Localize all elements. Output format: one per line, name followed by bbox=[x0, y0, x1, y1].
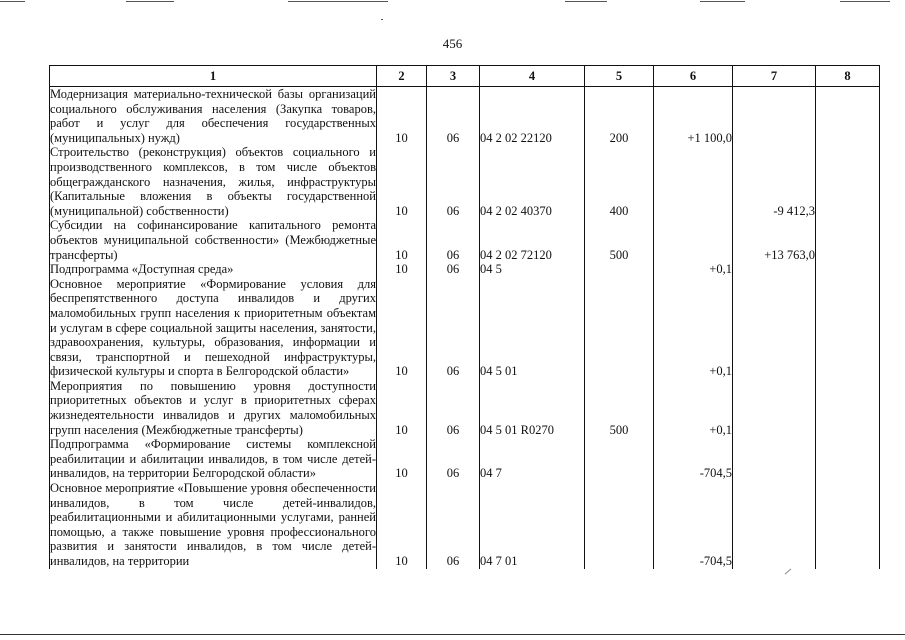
amount-col6: -704,5 bbox=[654, 437, 733, 481]
section-code: 10 bbox=[377, 379, 427, 437]
amount-col8 bbox=[816, 218, 880, 262]
subsection-code: 06 bbox=[427, 379, 480, 437]
column-header: 3 bbox=[427, 66, 480, 87]
subsection-code: 06 bbox=[427, 277, 480, 379]
amount-col6 bbox=[654, 145, 733, 218]
page-number: 456 bbox=[442, 36, 463, 51]
expense-type-code: 400 bbox=[585, 145, 654, 218]
table-row bbox=[50, 277, 880, 379]
amount-col8 bbox=[816, 87, 880, 146]
amount-col6: +0,1 bbox=[654, 379, 733, 437]
target-item-code: 04 5 01 bbox=[480, 277, 585, 379]
amount-col8 bbox=[816, 145, 880, 218]
scan-artifact bbox=[381, 19, 383, 20]
expense-type-code bbox=[585, 262, 654, 277]
subsection-code: 06 bbox=[427, 481, 480, 569]
expense-type-code bbox=[585, 437, 654, 481]
amount-col6: -704,5 bbox=[654, 481, 733, 569]
row-description: Основное мероприятие «Повышение уровня обеспеченности инвалидов, в том числе детей-инвалидов, реабилитационными и абилитационными услугами, ранней помощью, а также повышение уровня профессионального развития и занятости инвалидов, в том числе детей-инвалидов, на территории bbox=[50, 481, 376, 568]
section-code: 10 bbox=[377, 437, 427, 481]
row-description: Субсидии на софинансирование капитального ремонта объектов муниципальной собственности» (Межбюджетные трансферты) bbox=[50, 218, 376, 262]
amount-col7: +13 763,0 bbox=[733, 218, 816, 262]
table-row bbox=[50, 437, 880, 481]
expense-type-code bbox=[585, 481, 654, 569]
amount-col7 bbox=[733, 277, 816, 379]
amount-col8 bbox=[816, 379, 880, 437]
row-description: Подпрограмма «Доступная среда» bbox=[50, 262, 377, 277]
expense-type-code: 500 bbox=[585, 218, 654, 262]
table-row bbox=[50, 145, 880, 218]
amount-col7 bbox=[733, 481, 816, 569]
table-row bbox=[50, 262, 880, 277]
scan-artifact bbox=[126, 1, 174, 2]
expense-type-code: 500 bbox=[585, 379, 654, 437]
subsection-code: 06 bbox=[427, 262, 480, 277]
target-item-code: 04 2 02 40370 bbox=[480, 145, 585, 218]
scan-artifact bbox=[288, 1, 388, 2]
subsection-code: 06 bbox=[427, 437, 480, 481]
subsection-code: 06 bbox=[427, 87, 480, 146]
page-bottom-edge bbox=[0, 634, 905, 635]
amount-col8 bbox=[816, 262, 880, 277]
column-header: 5 bbox=[585, 66, 654, 87]
amount-col8 bbox=[816, 481, 880, 569]
column-header: 2 bbox=[377, 66, 427, 87]
table-row bbox=[50, 218, 880, 262]
section-code: 10 bbox=[377, 145, 427, 218]
table-row bbox=[50, 379, 880, 437]
budget-table bbox=[49, 65, 880, 569]
column-header: 1 bbox=[50, 66, 377, 87]
row-description: Модернизация материально-технической базы организаций социального обслуживания населения (Закупка товаров, работ и услуг для обеспечения государственных (муниципальных) нужд) bbox=[50, 87, 376, 145]
amount-col6 bbox=[654, 218, 733, 262]
amount-col8 bbox=[816, 277, 880, 379]
section-code: 10 bbox=[377, 87, 427, 146]
table-row bbox=[50, 87, 880, 146]
target-item-code: 04 7 01 bbox=[480, 481, 585, 569]
amount-col6: +0,1 bbox=[654, 277, 733, 379]
column-header: 7 bbox=[733, 66, 816, 87]
row-description: Основное мероприятие «Формирование условия для беспрепятственного доступа инвалидов и других маломобильных групп населения к приоритетным объектам и услугам в сфере социальной защиты населения, занятости, здравоохранения, культуры, образования, информации и связи, транспортной и пешеходной инфраструктуры, физической культуры и спорта в Белгородской области» bbox=[50, 276, 376, 379]
row-description: Подпрограмма «Формирование системы комплексной реабилитации и абилитации инвалидов, в том числе детей-инвалидов, на территории Белгородской области» bbox=[50, 437, 376, 481]
target-item-code: 04 5 bbox=[480, 262, 585, 277]
scan-artifact bbox=[700, 1, 745, 2]
scan-artifact bbox=[0, 1, 25, 2]
amount-col7 bbox=[733, 379, 816, 437]
amount-col7 bbox=[733, 87, 816, 146]
expense-type-code bbox=[585, 277, 654, 379]
column-header: 8 bbox=[816, 66, 880, 87]
table-header-row bbox=[50, 66, 880, 87]
expense-type-code: 200 bbox=[585, 87, 654, 146]
scan-artifact bbox=[565, 1, 607, 2]
pen-mark bbox=[785, 569, 792, 575]
target-item-code: 04 5 01 R0270 bbox=[480, 379, 585, 437]
section-code: 10 bbox=[377, 481, 427, 569]
row-description: Строительство (реконструкция) объектов социального и производственного комплексов, в том числе объектов общегражданского назначения, жилья, инфраструктуры (Капитальные вложения в объекты государственной (муниципальной) собственности) bbox=[50, 145, 376, 218]
subsection-code: 06 bbox=[427, 218, 480, 262]
amount-col6: +1 100,0 bbox=[654, 87, 733, 146]
amount-col8 bbox=[816, 437, 880, 481]
row-description: Мероприятия по повышению уровня доступности приоритетных объектов и услуг в приоритетных сферах жизнедеятельности инвалидов и других маломобильных групп населения (Межбюджетные трансферты) bbox=[50, 378, 376, 437]
table-row bbox=[50, 481, 880, 569]
section-code: 10 bbox=[377, 277, 427, 379]
target-item-code: 04 2 02 72120 bbox=[480, 218, 585, 262]
column-header: 6 bbox=[654, 66, 733, 87]
section-code: 10 bbox=[377, 218, 427, 262]
scan-artifact bbox=[840, 1, 890, 2]
amount-col6: +0,1 bbox=[654, 262, 733, 277]
target-item-code: 04 2 02 22120 bbox=[480, 87, 585, 146]
section-code: 10 bbox=[377, 262, 427, 277]
target-item-code: 04 7 bbox=[480, 437, 585, 481]
amount-col7: -9 412,3 bbox=[733, 145, 816, 218]
column-header: 4 bbox=[480, 66, 585, 87]
amount-col7 bbox=[733, 437, 816, 481]
amount-col7 bbox=[733, 262, 816, 277]
subsection-code: 06 bbox=[427, 145, 480, 218]
